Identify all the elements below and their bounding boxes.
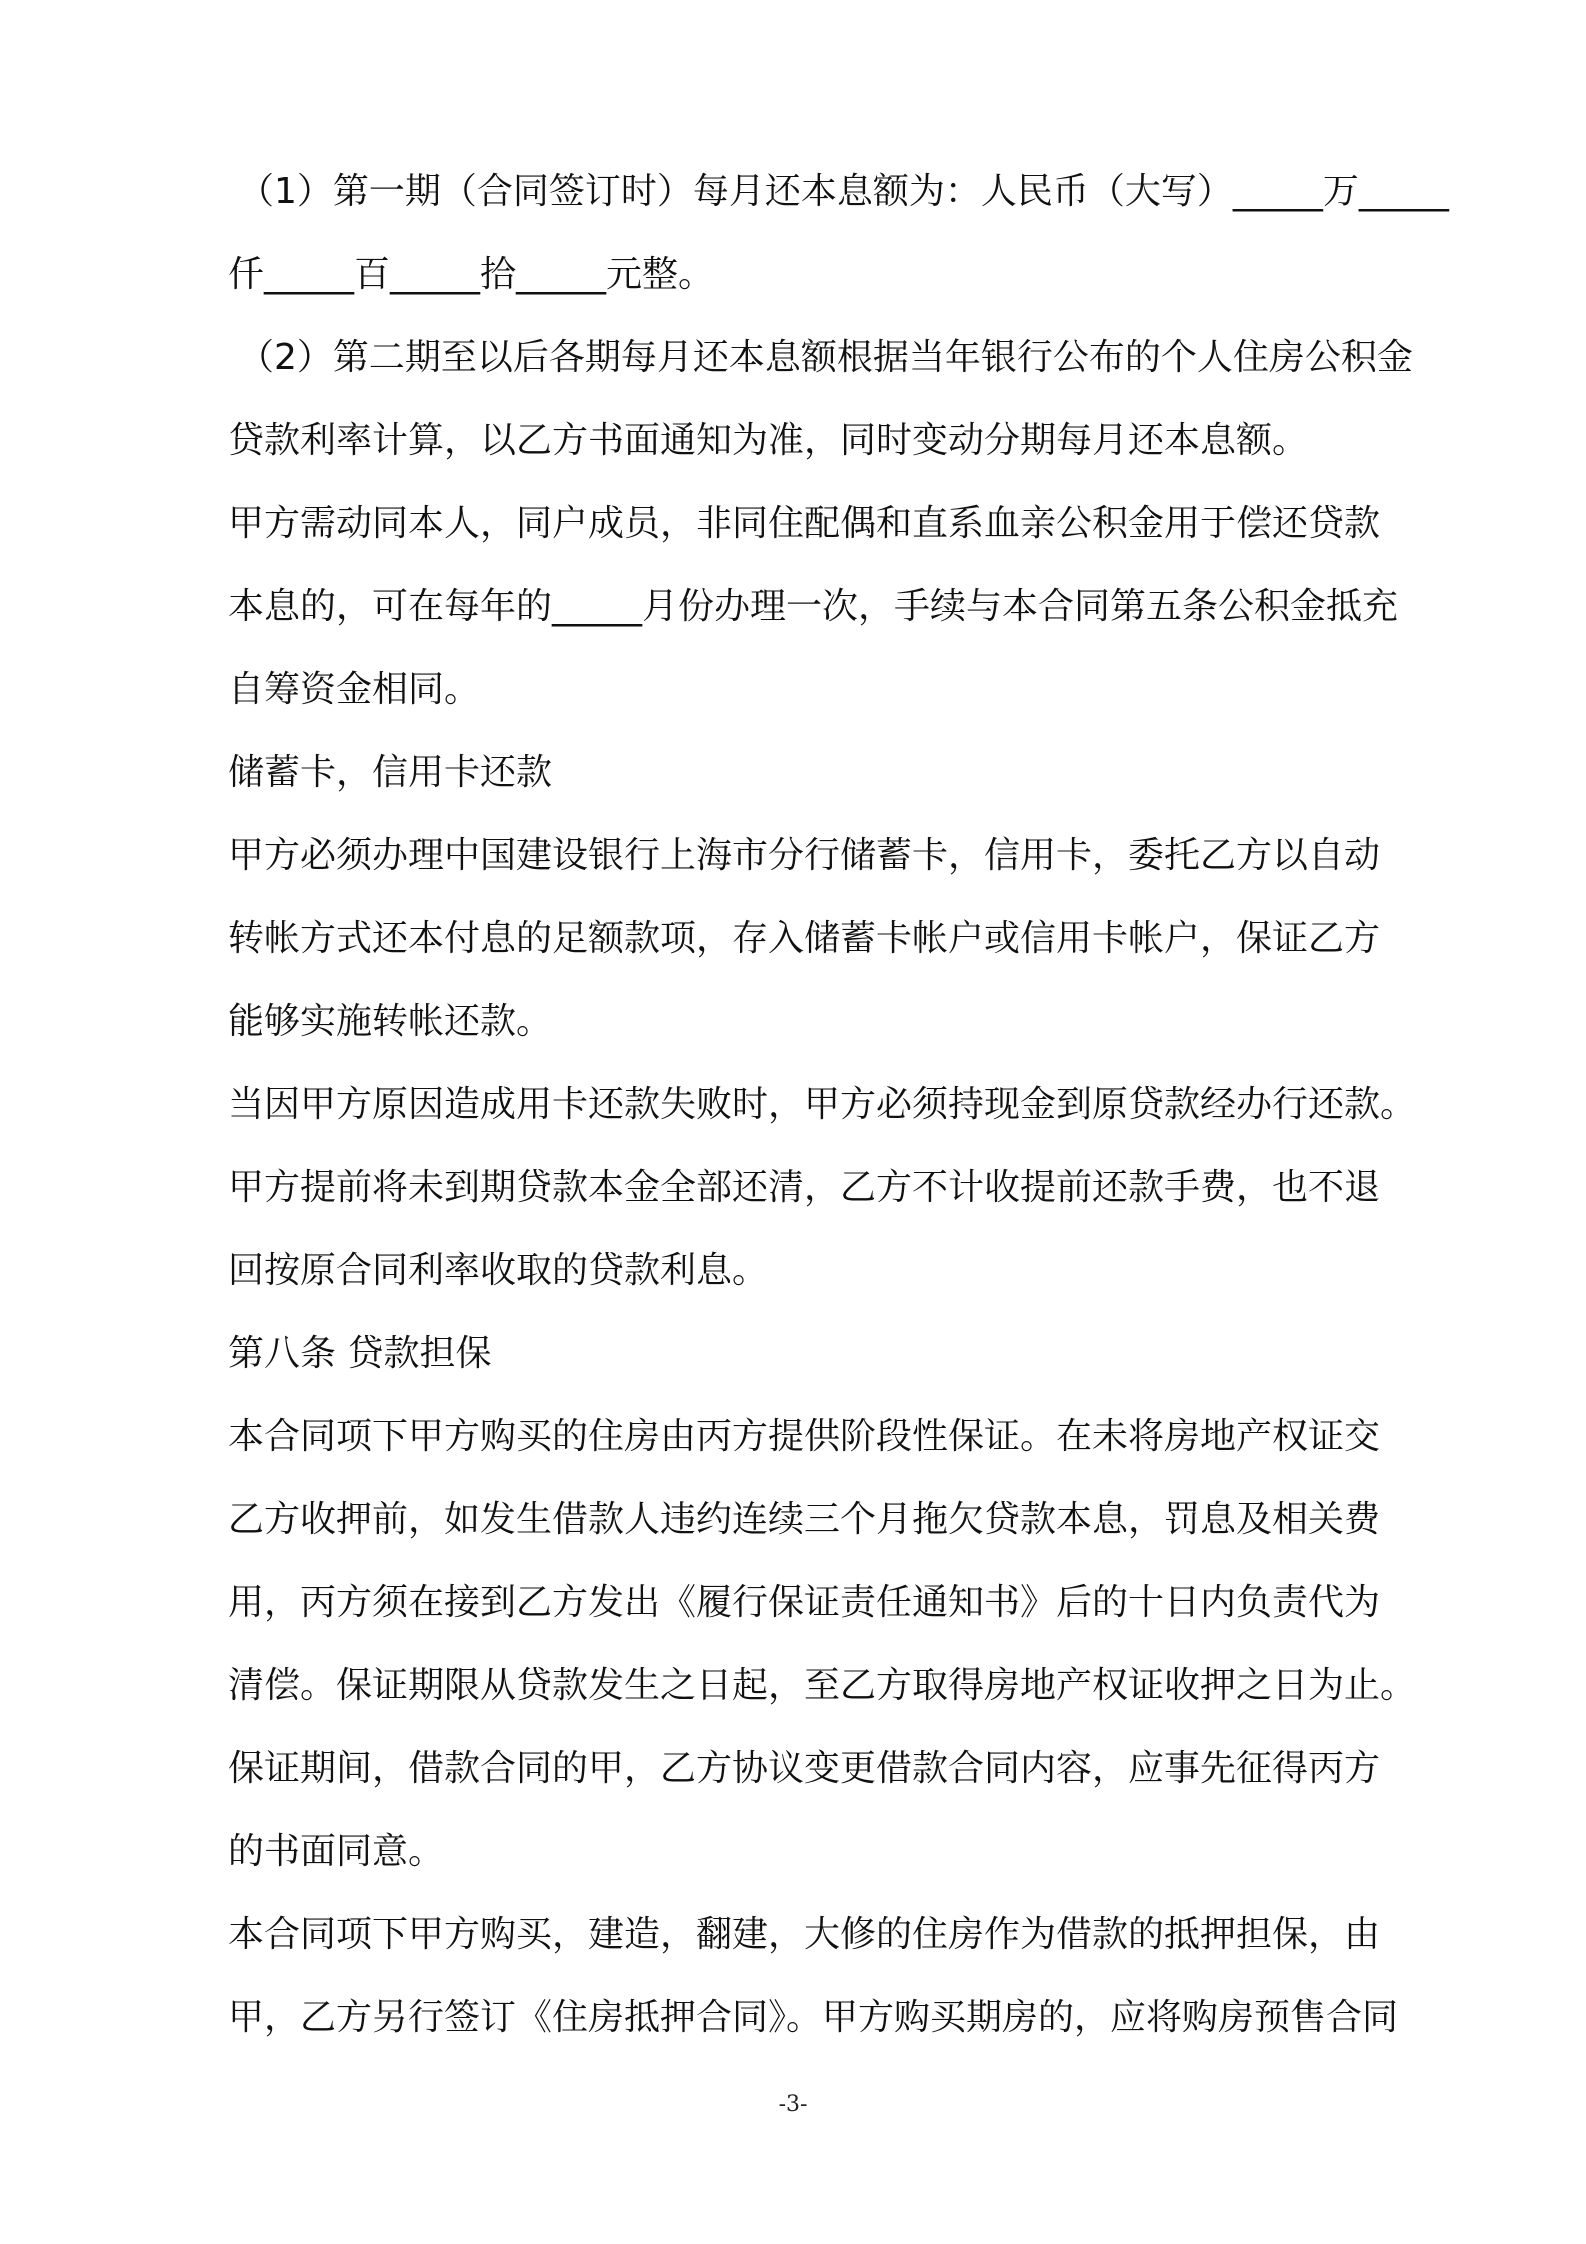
text-line: 贷款利率计算，以乙方书面通知为准，同时变动分期每月还本息额。 (228, 420, 1309, 461)
text-line: 甲方需动同本人，同户成员，非同住配偶和直系血亲公积金用于偿还贷款 (228, 503, 1381, 544)
text-line: 当因甲方原因造成用卡还款失败时，甲方必须持现金到原贷款经办行还款。 (228, 1084, 1417, 1125)
text-line: 的书面同意。 (228, 1831, 445, 1872)
text-line: 甲方必须办理中国建设银行上海市分行储蓄卡，信用卡，委托乙方以自动 (228, 835, 1381, 876)
text-line: （1）第一期（合同签订时）每月还本息额为：人民币（大写）_____万_____ (238, 171, 1449, 212)
text-line: 回按原合同利率收取的贷款利息。 (228, 1250, 769, 1291)
page-number: -3- (778, 2092, 808, 2117)
text-line: 甲方提前将未到期贷款本金全部还清，乙方不计收提前还款手费，也不退 (228, 1167, 1381, 1208)
text-line: 本合同项下甲方购买，建造，翻建，大修的住房作为借款的抵押担保，由 (228, 1914, 1381, 1955)
text-line: （2）第二期至以后各期每月还本息额根据当年银行公布的个人住房公积金 (238, 337, 1413, 378)
text-line: 保证期间，借款合同的甲，乙方协议变更借款合同内容，应事先征得丙方 (228, 1748, 1381, 1789)
text-line: 甲，乙方另行签订《住房抵押合同》。甲方购买期房的，应将购房预售合同 (228, 1997, 1399, 2038)
section-heading: 储蓄卡，信用卡还款 (228, 752, 553, 793)
text-line: 自筹资金相同。 (228, 669, 481, 710)
text-line: 能够实施转帐还款。 (228, 1001, 553, 1042)
document-body (228, 150, 1448, 2059)
text-line: 清偿。保证期限从贷款发生之日起，至乙方取得房地产权证收押之日为止。 (228, 1665, 1417, 1706)
text-line: 用，丙方须在接到乙方发出《履行保证责任通知书》后的十日内负责代为 (228, 1582, 1381, 1623)
text-line: 乙方收押前，如发生借款人违约连续三个月拖欠贷款本息，罚息及相关费 (228, 1499, 1381, 1540)
text-line: 本息的，可在每年的_____月份办理一次，手续与本合同第五条公积金抵充 (228, 586, 1399, 627)
text-line: 转帐方式还本付息的足额款项，存入储蓄卡帐户或信用卡帐户，保证乙方 (228, 918, 1381, 959)
text-line: 仟_____百_____拾_____元整。 (228, 254, 715, 295)
text-line: 本合同项下甲方购买的住房由丙方提供阶段性保证。在未将房地产权证交 (228, 1416, 1381, 1457)
article-heading: 第八条 贷款担保 (228, 1333, 492, 1374)
